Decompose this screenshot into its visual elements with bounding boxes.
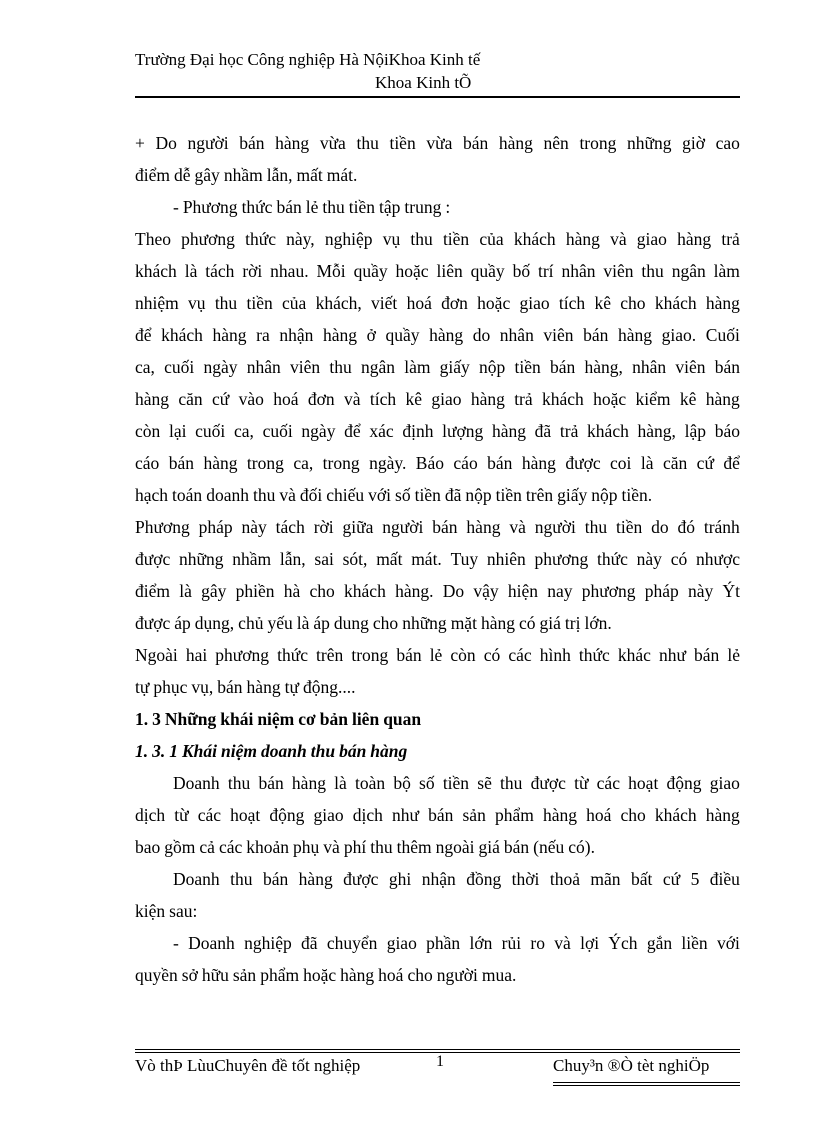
text-line: quyền sở hữu sản phẩm hoặc hàng hoá cho người mua. [135, 965, 517, 985]
header-title: Trường Đại học Công nghiệp Hà NộiKhoa Kinh tế [135, 50, 481, 69]
footer-title: Chuy³n ®Ò tèt nghiÖp [553, 1056, 710, 1075]
text-line: được áp dụng, chủ yếu là áp dung cho những mặt hàng có giá trị lớn. [135, 613, 612, 633]
page-header [135, 50, 740, 92]
text-line: - Doanh nghiệp đã chuyển giao phần lớn rủi ro và lợi Ých gắn liền với [173, 933, 740, 953]
text-line: được những nhầm lẫn, sai sót, mất mát. Tuy nhiên phương thức này có nhược [135, 549, 740, 569]
text-line: - Phương thức bán lẻ thu tiền tập trung : [173, 197, 451, 217]
footer-author: Vò thÞ LùuChuyên đề tốt nghiệp [135, 1056, 361, 1075]
text-line: tự phục vụ, bán hàng tự động.... [135, 677, 356, 697]
text-line: 1. 3 Những khái niệm cơ bản liên quan [135, 709, 422, 729]
text-line: dịch từ các hoạt động giao dịch như bán sản phẩm hàng hoá cho khách hàng [135, 805, 740, 825]
footer-underline-double [553, 1085, 740, 1086]
text-line: Ngoài hai phương thức trên trong bán lẻ còn có các hình thức khác như bán lẻ [135, 645, 740, 665]
text-line: điểm dễ gây nhầm lẫn, mất mát. [135, 165, 358, 185]
text-line: Phương pháp này tách rời giữa người bán hàng và người thu tiền do đó tránh [135, 517, 740, 537]
footer-underline [553, 1082, 740, 1083]
text-line: cáo bán hàng trong ca, trong ngày. Báo cáo bán hàng được coi là căn cứ để [135, 453, 740, 473]
text-line: Doanh thu bán hàng là toàn bộ số tiền sẽ thu được từ các hoạt động giao [173, 773, 740, 793]
text-line: kiện sau: [135, 901, 198, 921]
text-line: hạch toán doanh thu và đối chiếu với số tiền đã nộp tiền trên giấy nộp tiền. [135, 485, 653, 505]
text-line: ca, cuối ngày nhân viên thu ngân làm giấy nộp tiền bán hàng, nhân viên bán [135, 357, 740, 377]
text-line: Doanh thu bán hàng được ghi nhận đồng thời thoả mãn bất cứ 5 điều [173, 869, 740, 889]
text-line: điểm là gây phiền hà cho khách hàng. Do vậy hiện nay phương pháp này Ýt [135, 581, 740, 601]
body-text [135, 127, 740, 991]
footer-rule [135, 1049, 740, 1050]
text-line: để khách hàng ra nhận hàng ở quầy hàng do nhân viên bán hàng giao. Cuối [135, 325, 740, 345]
text-line: hàng căn cứ vào hoá đơn và tích kê giao hàng trả khách hoặc kiểm kê hàng [135, 389, 740, 409]
text-line: + Do người bán hàng vừa thu tiền vừa bán hàng nên trong những giờ cao [135, 133, 740, 153]
text-line: 1. 3. 1 Khái niệm doanh thu bán hàng [135, 741, 408, 761]
text-line: khách là tách rời nhau. Mỗi quầy hoặc liên quầy bố trí nhân viên thu ngân làm [135, 261, 740, 281]
header-subtitle: Khoa Kinh tÕ [375, 73, 472, 92]
text-line: Theo phương thức này, nghiệp vụ thu tiền của khách hàng và giao hàng trả [135, 229, 740, 249]
header-rule [135, 96, 740, 98]
text-line: nhiệm vụ thu tiền của khách, viết hoá đơn hoặc giao tích kê cho khách hàng [135, 293, 740, 313]
page-number: 1 [436, 1053, 444, 1070]
text-line: còn lại cuối ca, cuối ngày để xác định lượng hàng đã trả khách hàng, lập báo [135, 421, 740, 441]
text-line: bao gồm cả các khoản phụ và phí thu thêm ngoài giá bán (nếu có). [135, 837, 595, 857]
